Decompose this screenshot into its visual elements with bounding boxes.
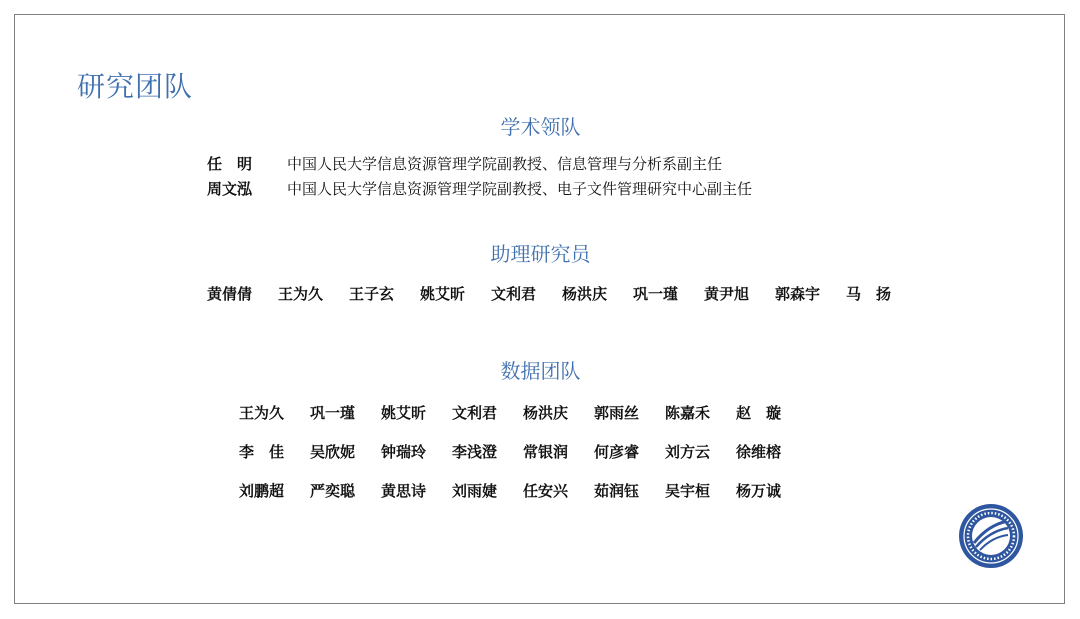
assistant-name: 巩一瑾 — [633, 285, 679, 303]
member-name: 姚艾昕 — [381, 404, 427, 422]
member-name: 杨洪庆 — [523, 404, 569, 422]
assistant-name: 马 扬 — [846, 285, 892, 303]
member-name: 陈嘉禾 — [665, 404, 711, 422]
data-team-row — [239, 402, 807, 441]
member-name: 巩一瑾 — [310, 404, 356, 422]
assistant-name: 王为久 — [278, 285, 324, 303]
leader-desc: 中国人民大学信息资源管理学院副教授、电子文件管理研究中心副主任 — [287, 180, 753, 198]
assistant-name: 郭森宇 — [775, 285, 821, 303]
assistant-name: 文利君 — [491, 285, 537, 303]
member-name: 茹润钰 — [594, 482, 640, 500]
data-team-grid — [239, 402, 807, 519]
member-name: 李浅澄 — [452, 443, 498, 461]
member-name: 徐维榕 — [736, 443, 782, 461]
member-name: 任安兴 — [523, 482, 569, 500]
member-name: 钟瑞玲 — [381, 443, 427, 461]
member-name: 文利君 — [452, 404, 498, 422]
leader-row — [207, 178, 752, 199]
assistant-name: 姚艾昕 — [420, 285, 466, 303]
assistant-name: 黄尹旭 — [704, 285, 750, 303]
member-name: 刘鹏超 — [239, 482, 285, 500]
assistant-list — [207, 283, 917, 304]
member-name: 常银润 — [523, 443, 569, 461]
member-name: 黄思诗 — [381, 482, 427, 500]
member-name: 吴宇桓 — [665, 482, 711, 500]
member-name: 刘方云 — [665, 443, 711, 461]
leader-name: 任 明 — [207, 155, 253, 173]
member-name: 赵 璇 — [736, 404, 782, 422]
leader-desc: 中国人民大学信息资源管理学院副教授、信息管理与分析系副主任 — [287, 155, 723, 173]
data-team-row — [239, 441, 807, 480]
member-name: 郭雨丝 — [594, 404, 640, 422]
assistant-name: 黄倩倩 — [207, 285, 253, 303]
member-name: 王为久 — [239, 404, 285, 422]
data-team-section-title: 数据团队 — [500, 359, 581, 383]
assistant-name: 王子玄 — [349, 285, 395, 303]
leader-row — [207, 153, 722, 174]
member-name: 吴欣妮 — [310, 443, 356, 461]
slide — [14, 14, 1065, 604]
page-title: 研究团队 — [77, 70, 194, 103]
assistants-section-title: 助理研究员 — [490, 242, 591, 266]
member-name: 杨万诚 — [736, 482, 782, 500]
leader-name: 周文泓 — [207, 180, 253, 198]
assistant-name: 杨洪庆 — [562, 285, 608, 303]
member-name: 何彦睿 — [594, 443, 640, 461]
member-name: 李 佳 — [239, 443, 285, 461]
data-team-row — [239, 480, 807, 519]
leaders-section-title: 学术领队 — [500, 115, 581, 139]
member-name: 刘雨婕 — [452, 482, 498, 500]
member-name: 严奕聪 — [310, 482, 356, 500]
university-seal-logo — [958, 503, 1024, 569]
